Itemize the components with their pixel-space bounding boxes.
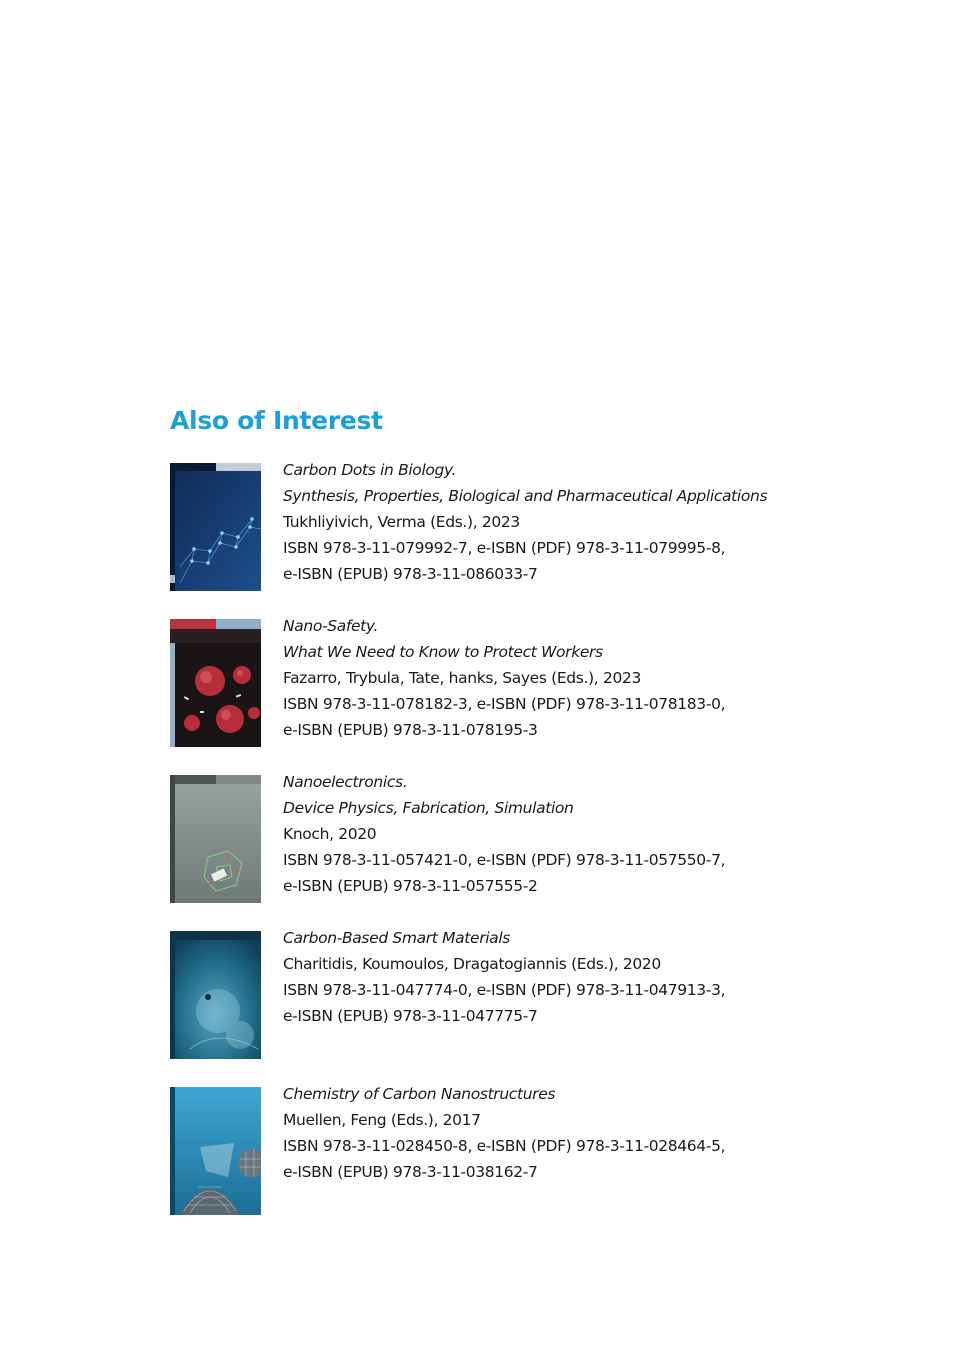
book-title: Carbon-Based Smart Materials bbox=[283, 929, 510, 947]
book-isbn: ISBN 978-3-11-047774-0, e-ISBN (PDF) 978-3-11-047913-3, bbox=[283, 981, 726, 999]
book-cover-image bbox=[170, 619, 261, 747]
book-authors: Muellen, Feng (Eds.), 2017 bbox=[283, 1111, 481, 1129]
book-eisbn: e-ISBN (EPUB) 978-3-11-057555-2 bbox=[283, 877, 538, 895]
book-details bbox=[283, 1081, 883, 1185]
book-isbn: ISBN 978-3-11-078182-3, e-ISBN (PDF) 978-3-11-078183-0, bbox=[283, 695, 726, 713]
book-eisbn: e-ISBN (EPUB) 978-3-11-047775-7 bbox=[283, 1007, 538, 1025]
book-eisbn: e-ISBN (EPUB) 978-3-11-086033-7 bbox=[283, 565, 538, 583]
book-title: Nano-Safety. bbox=[283, 617, 379, 635]
book-eisbn: e-ISBN (EPUB) 978-3-11-038162-7 bbox=[283, 1163, 538, 1181]
section-title: Also of Interest bbox=[170, 406, 383, 435]
book-subtitle: Synthesis, Properties, Biological and Pharmaceutical Applications bbox=[283, 487, 768, 505]
book-title: Nanoelectronics. bbox=[283, 773, 408, 791]
book-cover-image bbox=[170, 463, 261, 591]
book-subtitle: Device Physics, Fabrication, Simulation bbox=[283, 799, 574, 817]
book-title: Carbon Dots in Biology. bbox=[283, 461, 457, 479]
book-cover-image bbox=[170, 1087, 261, 1215]
book-cover-image bbox=[170, 931, 261, 1059]
book-authors: Tukhliyivich, Verma (Eds.), 2023 bbox=[283, 513, 520, 531]
book-title: Chemistry of Carbon Nanostructures bbox=[283, 1085, 556, 1103]
book-details bbox=[283, 925, 883, 1029]
book-authors: Charitidis, Koumoulos, Dragatogiannis (Eds.), 2020 bbox=[283, 955, 661, 973]
book-details bbox=[283, 457, 883, 587]
book-cover-image bbox=[170, 775, 261, 903]
book-authors: Knoch, 2020 bbox=[283, 825, 377, 843]
book-authors: Fazarro, Trybula, Tate, hanks, Sayes (Eds.), 2023 bbox=[283, 669, 641, 687]
book-subtitle: What We Need to Know to Protect Workers bbox=[283, 643, 603, 661]
book-details bbox=[283, 769, 883, 899]
book-isbn: ISBN 978-3-11-057421-0, e-ISBN (PDF) 978-3-11-057550-7, bbox=[283, 851, 726, 869]
book-isbn: ISBN 978-3-11-079992-7, e-ISBN (PDF) 978-3-11-079995-8, bbox=[283, 539, 726, 557]
book-isbn: ISBN 978-3-11-028450-8, e-ISBN (PDF) 978-3-11-028464-5, bbox=[283, 1137, 726, 1155]
book-eisbn: e-ISBN (EPUB) 978-3-11-078195-3 bbox=[283, 721, 538, 739]
book-details bbox=[283, 613, 883, 743]
